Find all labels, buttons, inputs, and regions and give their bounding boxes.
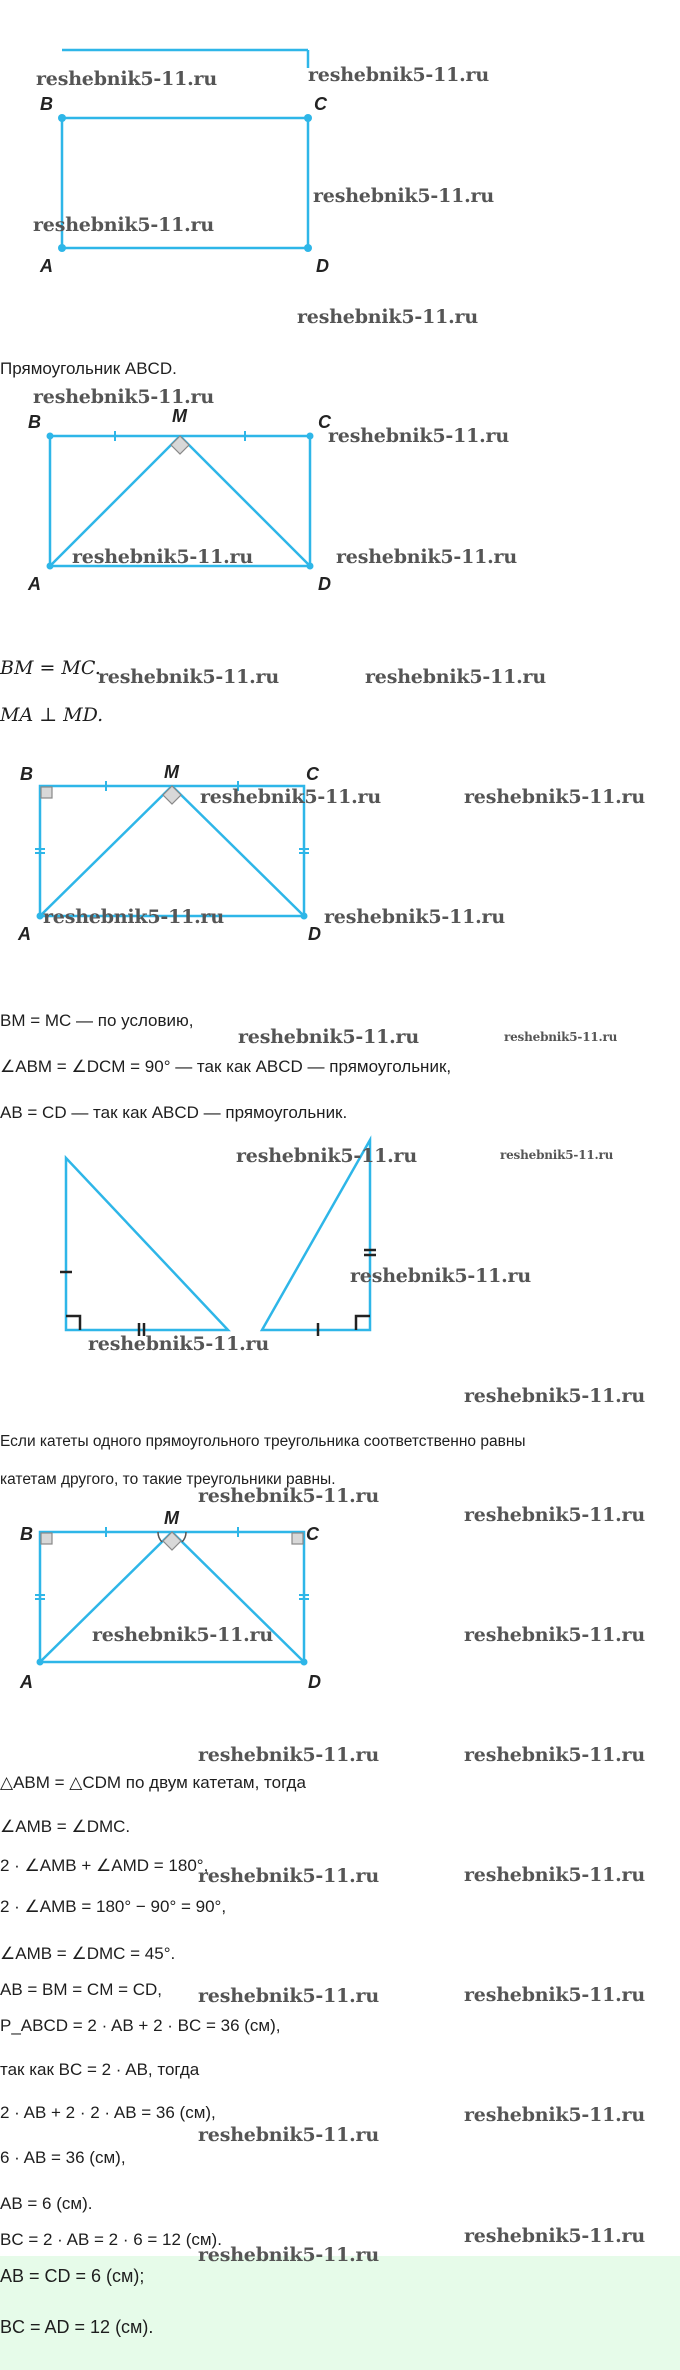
watermark: reshebnik5-11.ru <box>236 1145 417 1167</box>
watermark: reshebnik5-11.ru <box>198 1865 379 1887</box>
line-6ab: 6 · AB = 36 (см), <box>0 2148 126 2167</box>
line-condition: BM = MC — по условию, <box>0 1011 194 1030</box>
line-ab6: AB = 6 (см). <box>0 2194 93 2213</box>
watermark: reshebnik5-11.ru <box>464 2225 645 2247</box>
watermark: reshebnik5-11.ru <box>36 68 217 90</box>
label-b: B <box>20 764 33 784</box>
line-bc12: BC = 2 · AB = 2 · 6 = 12 (см). <box>0 2230 222 2249</box>
label-a: A <box>28 574 41 594</box>
watermark: reshebnik5-11.ru <box>198 2124 379 2146</box>
label-b: B <box>20 1524 33 1544</box>
watermark: reshebnik5-11.ru <box>297 306 478 328</box>
watermark: reshebnik5-11.ru <box>504 1030 618 1044</box>
label-m: M <box>164 1508 179 1528</box>
label-a: A <box>18 924 31 944</box>
watermark: reshebnik5-11.ru <box>464 1744 645 1766</box>
label-m: M <box>172 406 187 426</box>
watermark: reshebnik5-11.ru <box>464 1864 645 1886</box>
label-d: D <box>308 924 321 944</box>
line-angles: ∠ABM = ∠DCM = 90° — так как ABCD — прямоугольник, <box>0 1057 452 1076</box>
line-rectangle: Прямоугольник ABCD. <box>0 359 177 378</box>
watermark: reshebnik5-11.ru <box>198 2244 379 2266</box>
watermark: reshebnik5-11.ru <box>350 1265 531 1287</box>
watermark: reshebnik5-11.ru <box>464 1504 645 1526</box>
watermark: reshebnik5-11.ru <box>238 1026 419 1048</box>
label-d: D <box>316 256 329 276</box>
line-90: 2 · ∠AMB = 180° − 90° = 90°, <box>0 1897 227 1916</box>
label-d: D <box>308 1672 321 1692</box>
watermark: reshebnik5-11.ru <box>98 666 279 688</box>
watermark: reshebnik5-11.ru <box>365 666 546 688</box>
label-d: D <box>318 574 331 594</box>
watermark: reshebnik5-11.ru <box>336 546 517 568</box>
watermark: reshebnik5-11.ru <box>33 386 214 408</box>
label-b: B <box>40 94 53 114</box>
watermark: reshebnik5-11.ru <box>43 906 224 928</box>
watermark: reshebnik5-11.ru <box>198 1985 379 2007</box>
line-ma-md: MA ⊥ MD. <box>0 704 104 726</box>
label-c: C <box>306 1524 319 1544</box>
line-sum: 2 · ∠AMB + ∠AMD = 180°, <box>0 1856 209 1875</box>
line-theorem-1: Если катеты одного прямоугольного треугольника соответственно равны <box>0 1433 526 1450</box>
label-c: C <box>306 764 319 784</box>
watermark: reshebnik5-11.ru <box>200 786 381 808</box>
watermark: reshebnik5-11.ru <box>198 1485 379 1507</box>
label-a: A <box>20 1672 33 1692</box>
label-a: A <box>40 256 53 276</box>
watermark: reshebnik5-11.ru <box>328 425 509 447</box>
watermark: reshebnik5-11.ru <box>313 185 494 207</box>
line-theorem-2: катетам другого, то такие треугольники равны. <box>0 1471 336 1488</box>
watermark: reshebnik5-11.ru <box>464 1385 645 1407</box>
watermark: reshebnik5-11.ru <box>92 1624 273 1646</box>
watermark: reshebnik5-11.ru <box>72 546 253 568</box>
watermark: reshebnik5-11.ru <box>500 1148 614 1162</box>
watermark: reshebnik5-11.ru <box>308 64 489 86</box>
answer-bc-ad: BC = AD = 12 (см). <box>0 2317 154 2337</box>
watermark: reshebnik5-11.ru <box>324 906 505 928</box>
watermark: reshebnik5-11.ru <box>464 1984 645 2006</box>
line-bm-mc: BM = MC. <box>0 657 101 679</box>
line-triangles: △ABM = △CDM по двум катетам, тогда <box>0 1773 306 1792</box>
watermark: reshebnik5-11.ru <box>88 1333 269 1355</box>
figure-rectangle-angles <box>0 1496 680 1696</box>
label-c: C <box>318 412 331 432</box>
label-b: B <box>28 412 41 432</box>
watermark: reshebnik5-11.ru <box>464 2104 645 2126</box>
watermark: reshebnik5-11.ru <box>33 214 214 236</box>
line-perimeter: P_ABCD = 2 · AB + 2 · BC = 36 (см), <box>0 2016 281 2035</box>
line-45: ∠AMB = ∠DMC = 45°. <box>0 1944 176 1963</box>
watermark: reshebnik5-11.ru <box>464 786 645 808</box>
line-amb-dmc: ∠AMB = ∠DMC. <box>0 1817 131 1836</box>
line-equation: 2 · AB + 2 · 2 · AB = 36 (см), <box>0 2103 216 2122</box>
watermark: reshebnik5-11.ru <box>198 1744 379 1766</box>
watermark: reshebnik5-11.ru <box>464 1624 645 1646</box>
label-m: M <box>164 762 179 782</box>
label-c: C <box>314 94 327 114</box>
answer-ab-cd: AB = CD = 6 (см); <box>0 2266 145 2286</box>
line-ab-cd: AB = CD — так как ABCD — прямоугольник. <box>0 1103 348 1122</box>
line-equal-sides: AB = BM = CM = CD, <box>0 1980 163 1999</box>
line-bc: так как BC = 2 · AB, тогда <box>0 2060 200 2079</box>
